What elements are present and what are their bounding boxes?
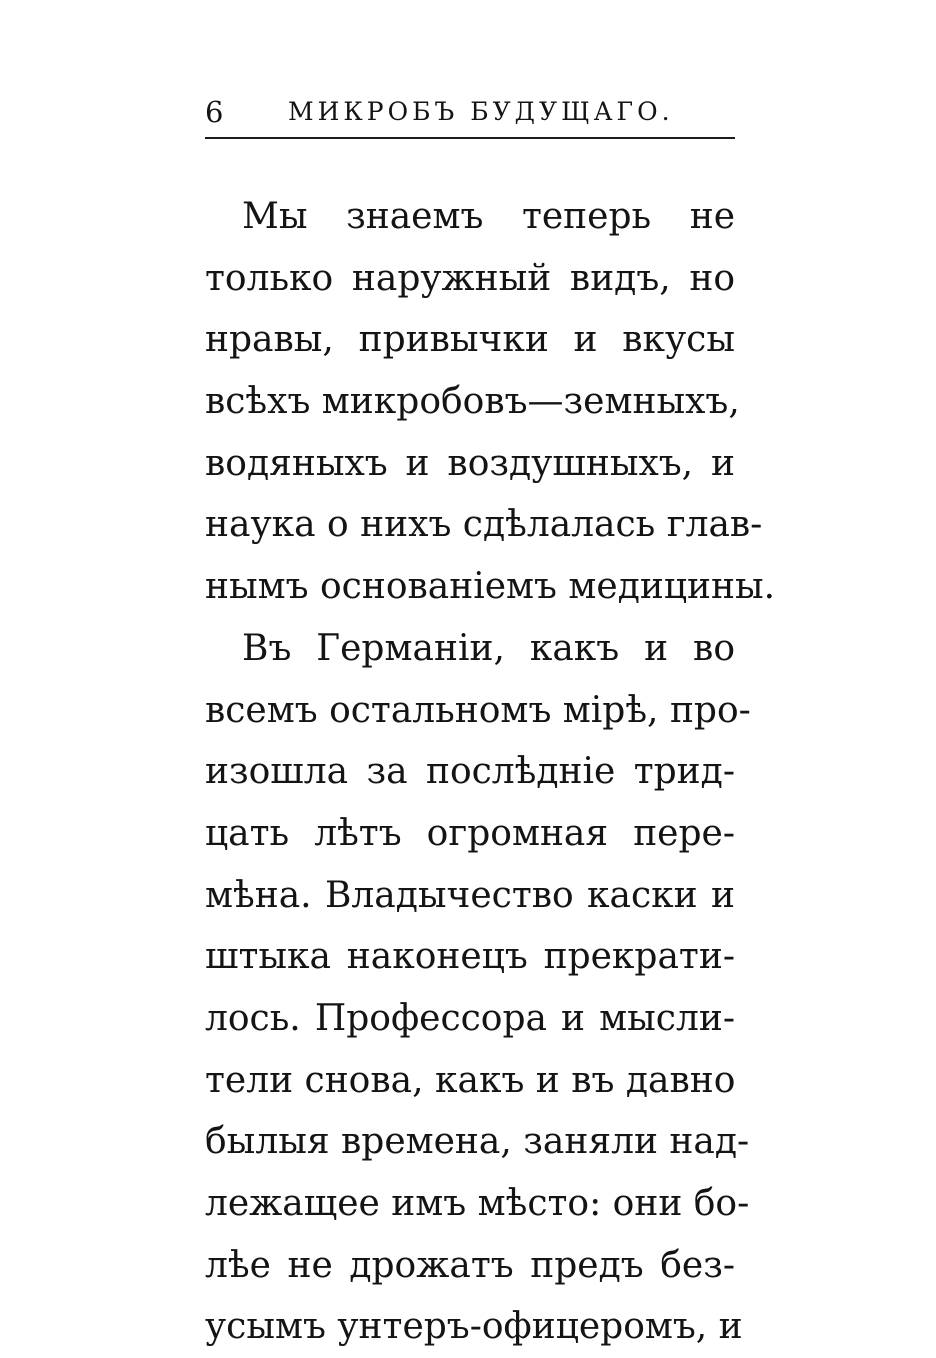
text-line: цать лѣтъ огромная пере- (205, 812, 735, 854)
text-line: только наружный видъ, но (205, 257, 735, 299)
text-line: лось. Профессора и мысли- (205, 997, 735, 1039)
text-line: изошла за послѣдніе трид- (205, 751, 735, 793)
text-line: нравы, привычки и вкусы (205, 319, 735, 361)
text-line: усымъ унтеръ-офицеромъ, и (205, 1306, 743, 1348)
text-line: тели снова, какъ и въ давно (205, 1059, 736, 1101)
text-line: всѣхъ микробовъ—земныхъ, (205, 381, 740, 423)
text-line: былыя времена, заняли над- (205, 1121, 750, 1163)
body-text (205, 186, 776, 1358)
page-header (205, 92, 735, 132)
text-line: всемъ остальномъ мірѣ, про- (205, 689, 751, 731)
text-line: нымъ основаніемъ медицины. (205, 566, 776, 608)
header-rule (205, 137, 735, 139)
text-line: штыка наконецъ прекрати- (205, 936, 735, 978)
text-line: Мы знаемъ теперь не (242, 196, 735, 237)
text-line: водяныхъ и воздушныхъ, и (205, 442, 735, 484)
text-line: Въ Германіи, какъ и во (242, 627, 735, 669)
text-line: мѣна. Владычество каски и (205, 874, 735, 916)
text-line: лѣе не дрожатъ предъ без- (205, 1244, 735, 1286)
text-line: лежащее имъ мѣсто: они бо- (205, 1183, 750, 1224)
page-number: 6 (205, 95, 224, 129)
text-line: наука о нихъ сдѣлалась глав- (205, 504, 763, 546)
running-title: МИКРОБЪ БУДУЩАГО. (288, 97, 674, 126)
